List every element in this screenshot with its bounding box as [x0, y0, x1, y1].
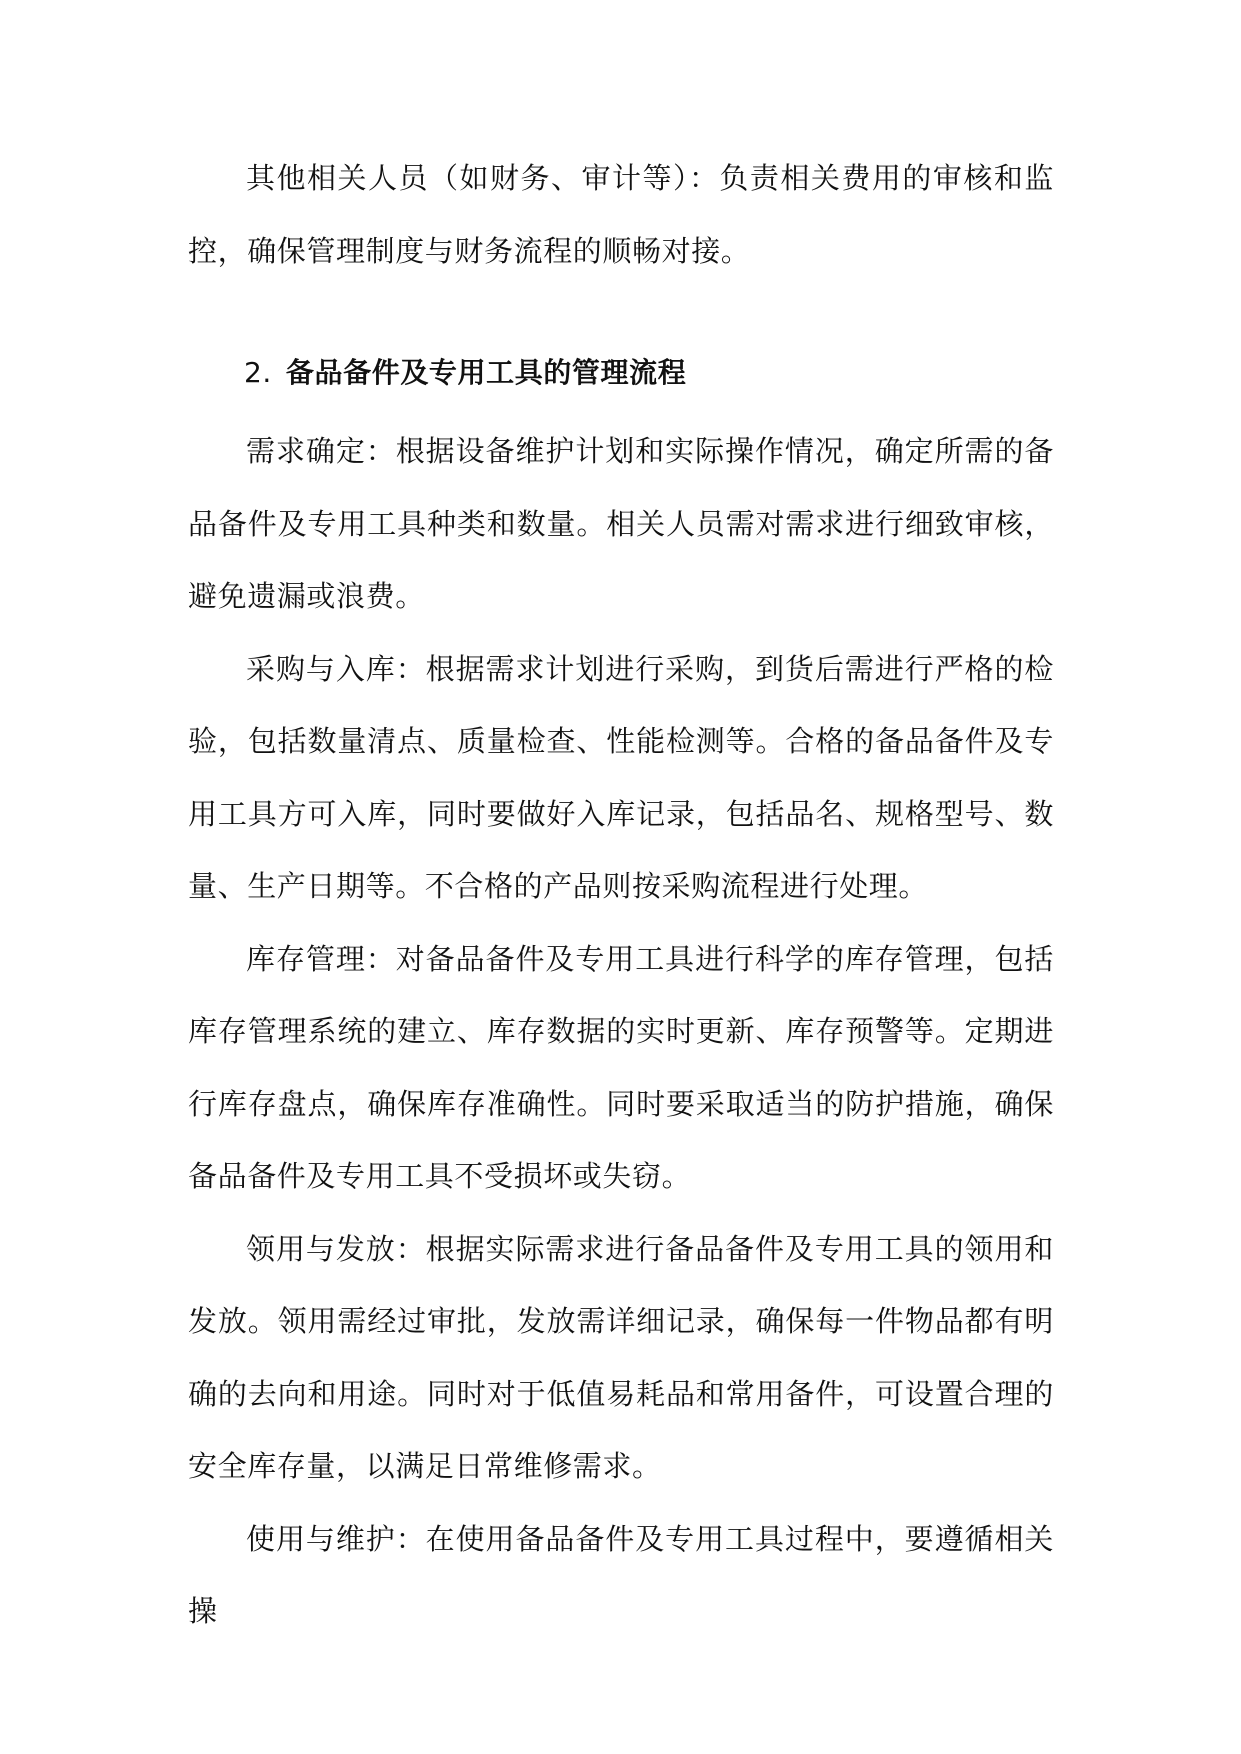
section-heading [188, 337, 1054, 409]
paragraph-other-personnel: 其他相关人员（如财务、审计等）：负责相关费用的审核和监控，确保管理制度与财务流程的顺畅对接。 [188, 161, 1054, 268]
paragraph-demand: 需求确定：根据设备维护计划和实际操作情况，确定所需的备品备件及专用工具种类和数量。相关人员需对需求进行细致审核，避免遗漏或浪费。 [188, 434, 1054, 613]
paragraph-inventory: 库存管理：对备品备件及专用工具进行科学的库存管理，包括库存管理系统的建立、库存数据的实时更新、库存预警等。定期进行库存盘点，确保库存准确性。同时要采取适当的防护措施，确保备品备件及专用工具不受损坏或失窃。 [188, 941, 1054, 1193]
paragraph-procurement: 采购与入库：根据需求计划进行采购，到货后需进行严格的检验，包括数量清点、质量检查、性能检测等。合格的备品备件及专用工具方可入库，同时要做好入库记录，包括品名、规格型号、数量、生产日期等。不合格的产品则按采购流程进行处理。 [188, 651, 1054, 903]
section-number: 2. [244, 356, 272, 389]
paragraph-usage: 使用与维护：在使用备品备件及专用工具过程中，要遵循相关操 [188, 1521, 1054, 1628]
paragraph-issuance: 领用与发放：根据实际需求进行备品备件及专用工具的领用和发放。领用需经过审批，发放需详细记录，确保每一件物品都有明确的去向和用途。同时对于低值易耗品和常用备件，可设置合理的安全库存量，以满足日常维修需求。 [188, 1231, 1054, 1483]
page-content [188, 142, 1054, 1648]
section-title: 备品备件及专用工具的管理流程 [285, 356, 687, 389]
